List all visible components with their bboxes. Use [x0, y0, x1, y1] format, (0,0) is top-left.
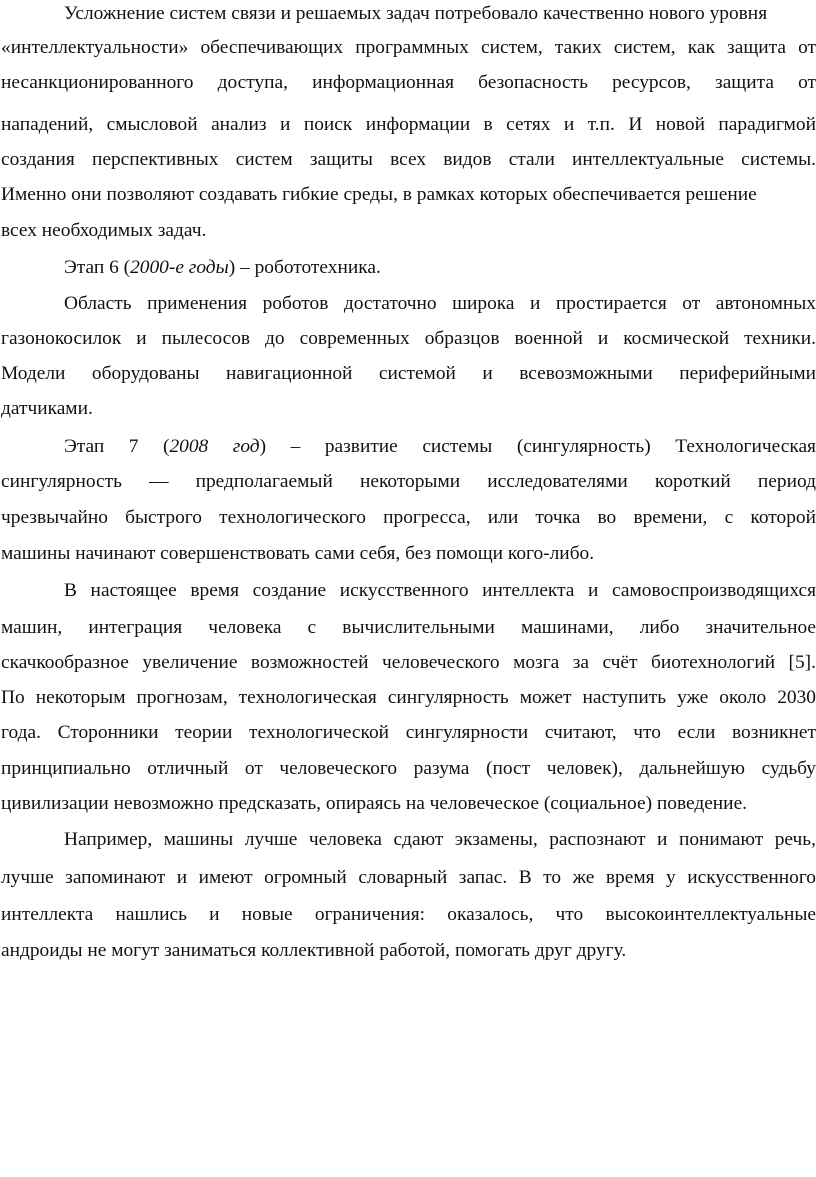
stage-6-suffix: ) – робототехника. — [228, 257, 381, 278]
paragraph-4-line-1 — [64, 435, 816, 459]
paragraph-1-line-2: «интеллектуальности» обеспечивающих программных систем, таких систем, как защита от — [1, 37, 816, 58]
paragraph-1-line-7: всех необходимых задач. — [1, 220, 207, 241]
paragraph-6-line-2: лучше запоминают и имеют огромный словарный запас. В то же время у искусственного — [1, 867, 816, 888]
stage-7-year: 2008 год — [169, 436, 260, 457]
stage-7-prefix: Этап 7 ( — [64, 436, 170, 457]
paragraph-1-line-1: Усложнение систем связи и решаемых задач потребовало качественно нового уровня — [64, 3, 768, 24]
paragraph-3-line-3: Модели оборудованы навигационной системой и всевозможными периферийными — [1, 363, 816, 384]
paragraph-5-line-4: По некоторым прогнозам, технологическая сингулярность может наступить уже около 2030 — [1, 687, 816, 708]
stage-7-suffix: ) – развитие системы (сингулярность) Технологическая — [259, 436, 816, 457]
paragraph-6-line-3: интеллекта нашлись и новые ограничения: оказалось, что высокоинтеллектуальные — [1, 904, 816, 925]
paragraph-1-line-4: нападений, смысловой анализ и поиск информации в сетях и т.п. И новой парадигмой — [1, 114, 816, 135]
paragraph-5-line-1: В настоящее время создание искусственного интеллекта и самовоспроизводящихся — [64, 580, 816, 601]
paragraph-5-line-6: принципиально отличный от человеческого разума (пост человек), дальнейшую судьбу — [1, 758, 816, 779]
paragraph-4-line-2: сингулярность — предполагаемый некоторыми исследователями короткий период — [1, 471, 816, 492]
paragraph-3-line-2: газонокосилок и пылесосов до современных образцов военной и космической техники. — [1, 328, 816, 349]
paragraph-2 — [64, 256, 381, 280]
paragraph-6-line-4: андроиды не могут заниматься коллективной работой, помогать друг другу. — [1, 940, 627, 961]
stage-6-years: 2000-е годы — [130, 257, 229, 278]
paragraph-3-line-4: датчиками. — [1, 398, 93, 419]
paragraph-6-line-1: Например, машины лучше человека сдают экзамены, распознают и понимают речь, — [64, 829, 816, 850]
paragraph-1-line-3: несанкционированного доступа, информационная безопасность ресурсов, защита от — [1, 72, 816, 93]
paragraph-4-line-4: машины начинают совершенствовать сами себя, без помощи кого-либо. — [1, 543, 595, 564]
paragraph-3-line-1: Область применения роботов достаточно широка и простирается от автономных — [64, 293, 816, 314]
paragraph-1-line-6: Именно они позволяют создавать гибкие среды, в рамках которых обеспечивается решение — [1, 184, 757, 205]
stage-6-prefix: Этап 6 ( — [64, 257, 131, 278]
paragraph-5-line-2: машин, интеграция человека с вычислительными машинами, либо значительное — [1, 617, 816, 638]
paragraph-5-line-5: года. Сторонники теории технологической сингулярности считают, что если возникнет — [1, 722, 816, 743]
paragraph-5-line-3: скачкообразное увеличение возможностей человеческого мозга за счёт биотехнологий [5]. — [1, 652, 816, 673]
paragraph-5-line-7: цивилизации невозможно предсказать, опираясь на человеческое (социальное) поведение. — [1, 793, 748, 814]
paragraph-1-line-5: создания перспективных систем защиты всех видов стали интеллектуальные системы. — [1, 149, 816, 170]
paragraph-4-line-3: чрезвычайно быстрого технологического прогресса, или точка во времени, с которой — [1, 507, 816, 528]
